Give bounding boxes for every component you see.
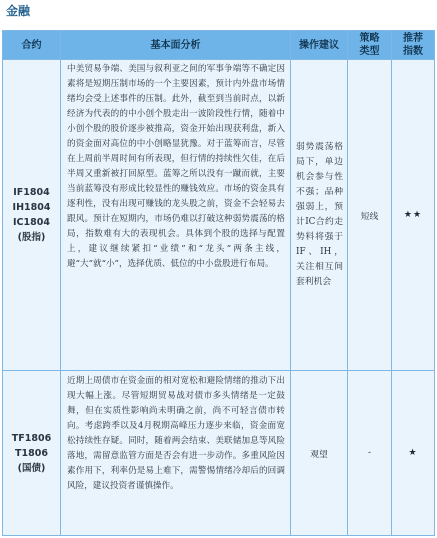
contract-code: IC1804 (13, 217, 50, 228)
contract-category: (股指) (17, 232, 46, 243)
rating-stars: ★ (392, 371, 435, 536)
table-header-row (3, 31, 435, 60)
contract-cell (3, 60, 61, 371)
contract-cell (3, 371, 61, 536)
header-strategy-text: 策略类型 (359, 33, 380, 57)
header-advice: 操作建议 (291, 31, 348, 60)
rating-stars: ★★ (392, 60, 435, 371)
table-row-stock-index (3, 60, 435, 371)
section-title: 金融 (6, 4, 31, 18)
contract-code: IF1804 (13, 187, 50, 198)
analysis-cell: 近期上周债市在资金面的相对宽松和避险情绪的推动下出现大幅上涨。尽管短期贸易战对债市多头情绪是一定鼓舞，但在实质性影响尚未明确之前，尚不可轻言债市转向。考虑跨季以及4月税期高峰压力逐步来临，资金面宽松持续性存疑。同时，随着两会结束、美联储加息等风险落地，需留意监管方面是否会有进一步动作。多重风险因素作用下，利率仍是易上难下，需警惕情绪冷却后的回调风险，建议投资者谨慎操作。 (61, 371, 291, 536)
header-rating (392, 31, 435, 60)
contract-code: IH1804 (12, 202, 51, 213)
contract-code: T1806 (15, 447, 48, 459)
strategy-cell: - (348, 371, 392, 536)
advice-cell: 弱势震荡格局下，单边机会参与性不强；品种强弱上，预计IC合约走势料将强于IF、IH，关注相互间套利机会 (291, 60, 348, 371)
table-row-treasury (3, 371, 435, 536)
header-rating-text: 推荐指数 (403, 33, 423, 57)
header-analysis: 基本面分析 (61, 31, 291, 60)
futures-strategy-table (2, 30, 435, 536)
advice-cell: 观望 (291, 371, 348, 536)
header-strategy (348, 31, 392, 60)
contract-category: (国债) (17, 462, 46, 474)
contract-code: TF1806 (11, 432, 52, 444)
header-contract: 合约 (3, 31, 61, 60)
strategy-cell: 短线 (348, 60, 392, 371)
analysis-cell: 中美贸易争端、美国与叙利亚之间的军事争端等不确定因素将是短期压制市场的一个主要因素，预计内外盘市场情绪均会受上述事件的压制。此外，截至到当前时点，以新经济为代表的的中小创个股走出一波阶段性行情，随着中小创个股的股价逐步被推高，资金开始出现获利盘，新入的资金面对高位的中小创略显犹豫。对于蓝筹而言，尽管在上周前半周时间有所表现，但行情的持续性欠佳，在后半周又重新被打回原型。蓝筹之所以没有一蹴而就，主要当前蓝筹没有形成比较显性的赚钱效应。市场的资金具有逐利性，没有出现可赚钱的龙头股之前，资金不会轻易去跟风。预计在短期内，市场仍难以打破这种弱势震荡的格局，指数难有大的表现机会。具体到个股的选择与配置上，建议继续紧扣“业绩”和“龙头”两条主线，避“大”就“小”，选择优质、低位的中小盘股进行布局。 (61, 60, 291, 371)
